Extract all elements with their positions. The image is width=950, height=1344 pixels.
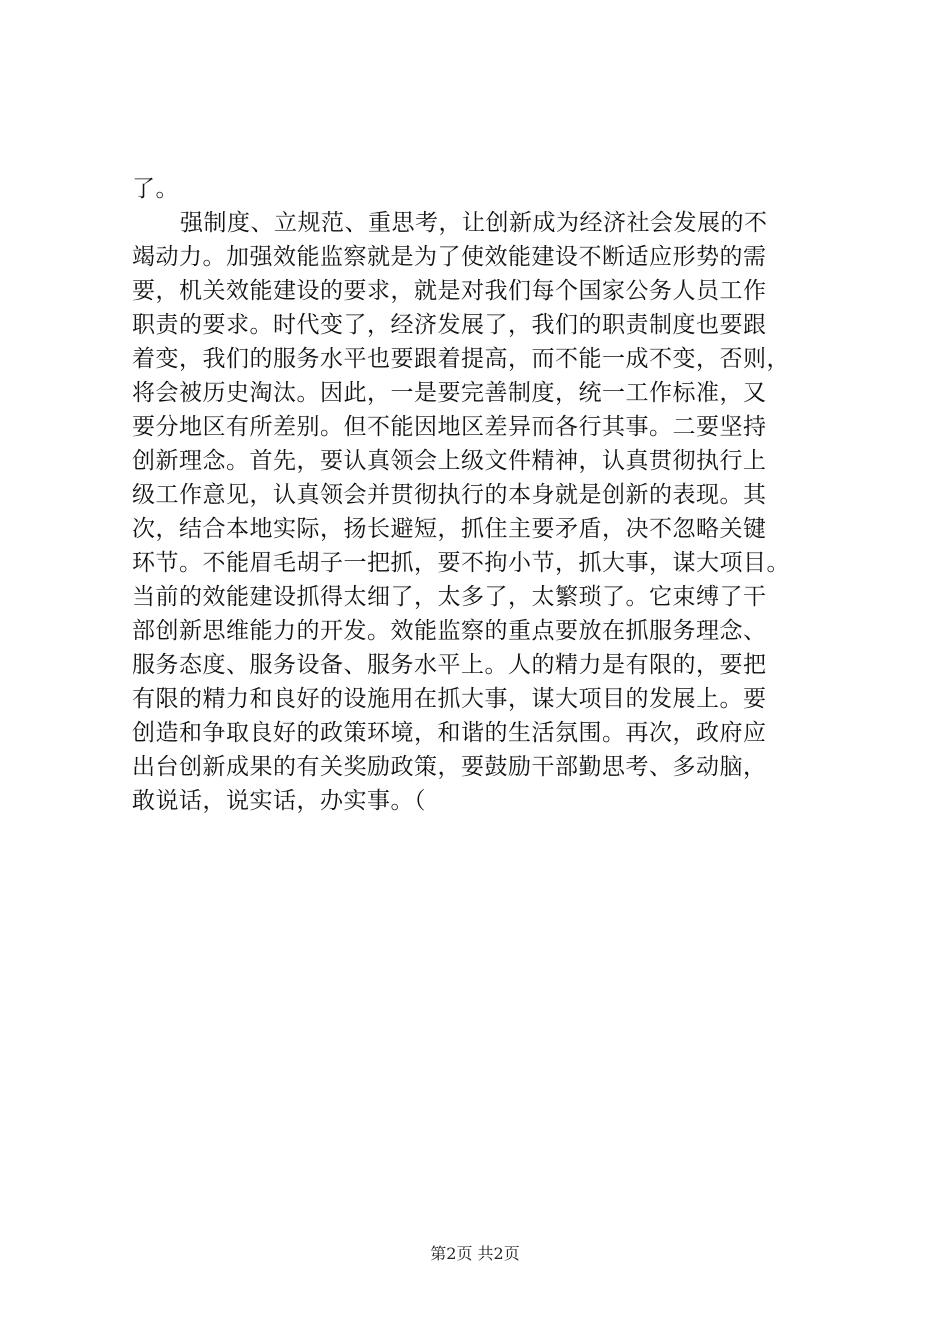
text-line: 有限的精力和良好的设施用在抓大事，谋大项目的发展上。要	[132, 686, 767, 712]
text-line: 敢说话，说实话，办实事。（	[132, 788, 426, 814]
text-line: 环节。不能眉毛胡子一把抓，要不拘小节，抓大事，谋大项目。	[132, 550, 790, 576]
text-line: 着变，我们的服务水平也要跟着提高，而不能一成不变，否则，	[132, 346, 790, 372]
text-line: 级工作意见，认真领会并贯彻执行的本身就是创新的表现。其	[132, 482, 767, 508]
text-line: 部创新思维能力的开发。效能监察的重点要放在抓服务理念、	[132, 618, 767, 644]
text-line: 要，机关效能建设的要求，就是对我们每个国家公务人员工作	[132, 278, 767, 304]
body-text	[132, 172, 852, 818]
text-line: 了。	[132, 176, 179, 202]
text-line: 服务态度、服务设备、服务水平上。人的精力是有限的，要把	[132, 652, 767, 678]
text-line: 要分地区有所差别。但不能因地区差异而各行其事。二要坚持	[132, 414, 767, 440]
text-line: 次，结合本地实际，扬长避短，抓住主要矛盾，决不忽略关键	[132, 516, 767, 542]
text-line: 当前的效能建设抓得太细了，太多了，太繁琐了。它束缚了干	[132, 584, 767, 610]
text-line: 将会被历史淘汰。因此，一是要完善制度，统一工作标准，又	[132, 380, 767, 406]
text-line: 出台创新成果的有关奖励政策，要鼓励干部勤思考、多动脑，	[132, 754, 767, 780]
text-line: 竭动力。加强效能监察就是为了使效能建设不断适应形势的需	[132, 244, 767, 270]
text-line: 创新理念。首先，要认真领会上级文件精神，认真贯彻执行上	[132, 448, 767, 474]
paragraph-first-line: 强制度、立规范、重思考，让创新成为经济社会发展的不	[180, 210, 768, 236]
text-line: 创造和争取良好的政策环境，和谐的生活氛围。再次，政府应	[132, 720, 767, 746]
page-number-footer: 第2页 共2页	[430, 1244, 520, 1263]
text-line: 职责的要求。时代变了，经济发展了，我们的职责制度也要跟	[132, 312, 767, 338]
